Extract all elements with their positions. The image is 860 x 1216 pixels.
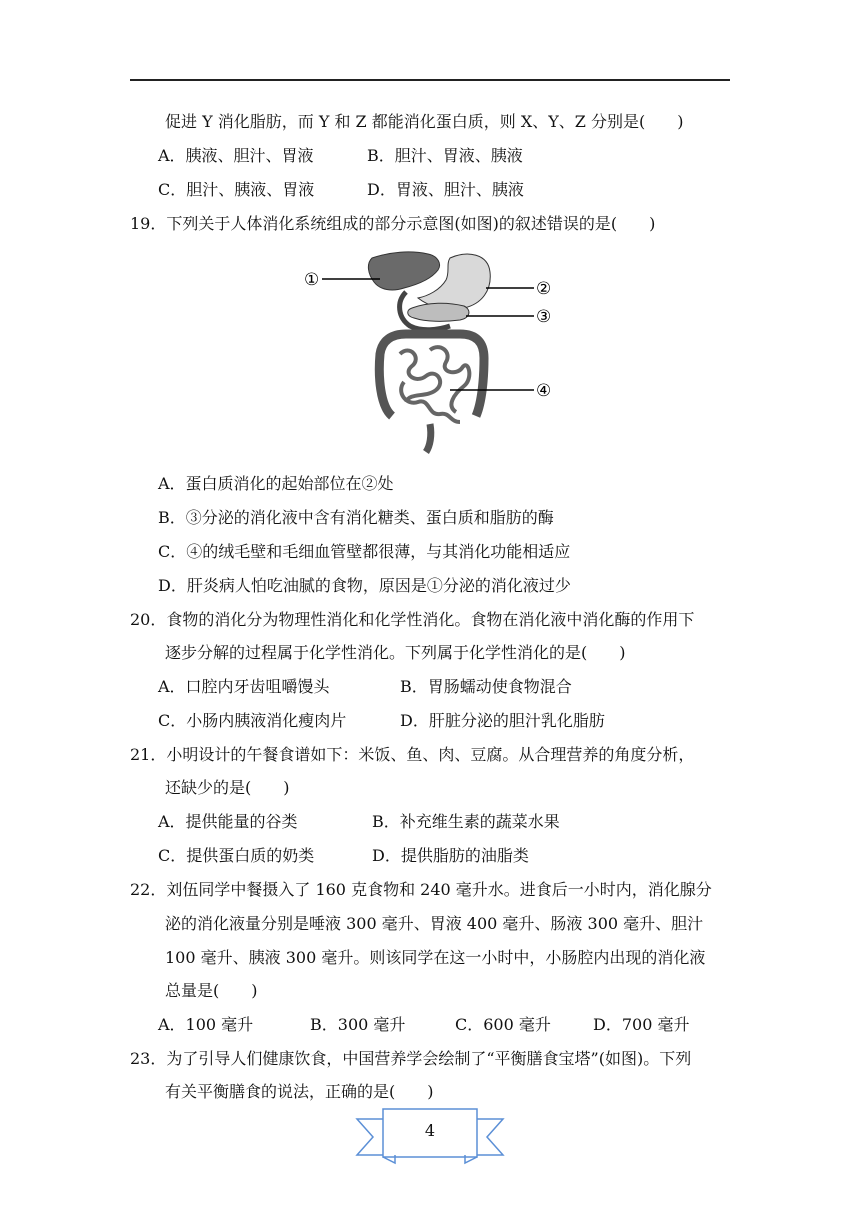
q18-option-a: A．胰液、胆汁、胃液 [158, 146, 314, 165]
small-intestine-coils [400, 347, 469, 422]
q19-stem: 19．下列关于人体消化系统组成的部分示意图(如图)的叙述错误的是( ) [130, 214, 656, 233]
rectum-shape [426, 424, 431, 452]
q22-option-d: D．700 毫升 [593, 1015, 690, 1034]
figure-label-2: ② [536, 279, 552, 299]
q20-stem-line1: 20．食物的消化分为物理性消化和化学性消化。食物在消化液中消化酶的作用下 [130, 610, 695, 629]
q20-option-d: D．肝脏分泌的胆汁乳化脂肪 [400, 711, 605, 730]
q20-option-c: C．小肠内胰液消化瘦肉片 [158, 711, 347, 730]
q21-option-d: D．提供脂肪的油脂类 [372, 846, 529, 865]
figure-label-1: ① [304, 270, 320, 290]
q21-stem-line2: 还缺少的是( ) [165, 778, 290, 797]
q18-option-d: D．胃液、胆汁、胰液 [367, 180, 524, 199]
q23-stem-line2: 有关平衡膳食的说法，正确的是( ) [165, 1082, 434, 1101]
q19-option-a: A．蛋白质消化的起始部位在②处 [158, 474, 394, 493]
q20-option-a: A．口腔内牙齿咀嚼馒头 [158, 677, 330, 696]
q18-option-c: C．胆汁、胰液、胃液 [158, 180, 315, 199]
q22-stem-line1: 22．刘伍同学中餐摄入了 160 克食物和 240 毫升水。进食后一小时内，消化腺分 [130, 880, 712, 899]
q21-option-b: B．补充维生素的蔬菜水果 [372, 812, 560, 831]
q22-option-b: B．300 毫升 [310, 1015, 406, 1034]
q21-option-c: C．提供蛋白质的奶类 [158, 846, 315, 865]
figure-label-3: ③ [536, 307, 552, 327]
q22-stem-line3: 100 毫升、胰液 300 毫升。则该同学在这一小时中，小肠腔内出现的消化液 [165, 948, 706, 967]
q19-option-b: B．③分泌的消化液中含有消化糖类、蛋白质和脂肪的酶 [158, 508, 554, 527]
q21-option-a: A．提供能量的谷类 [158, 812, 298, 831]
figure-label-4: ④ [536, 381, 552, 401]
page-number: 4 [424, 1121, 436, 1140]
q23-stem-line1: 23．为了引导人们健康饮食，中国营养学会绘制了“平衡膳食宝塔”(如图)。下列 [130, 1049, 692, 1068]
q22-stem-line4: 总量是( ) [165, 981, 258, 1000]
q18-stem-tail: 促进 Y 消化脂肪，而 Y 和 Z 都能消化蛋白质，则 X、Y、Z 分别是( ) [165, 112, 684, 131]
q22-option-c: C．600 毫升 [455, 1015, 551, 1034]
q19-option-d: D．肝炎病人怕吃油腻的食物，原因是①分泌的消化液过少 [158, 576, 571, 595]
digestive-system-figure [300, 246, 560, 456]
q18-option-b: B．胆汁、胃液、胰液 [367, 146, 523, 165]
q21-stem-line1: 21．小明设计的午餐食谱如下：米饭、鱼、肉、豆腐。从合理营养的角度分析， [130, 745, 695, 764]
q20-option-b: B．胃肠蠕动使食物混合 [400, 677, 572, 696]
q22-stem-line2: 泌的消化液量分别是唾液 300 毫升、胃液 400 毫升、肠液 300 毫升、胆汁 [165, 914, 704, 933]
header-rule [130, 79, 730, 81]
q20-stem-line2: 逐步分解的过程属于化学性消化。下列属于化学性消化的是( ) [165, 643, 626, 662]
liver-shape [368, 252, 439, 290]
q19-option-c: C．④的绒毛壁和毛细血管壁都很薄，与其消化功能相适应 [158, 542, 571, 561]
pancreas-shape [408, 303, 469, 321]
q22-option-a: A．100 毫升 [158, 1015, 254, 1034]
